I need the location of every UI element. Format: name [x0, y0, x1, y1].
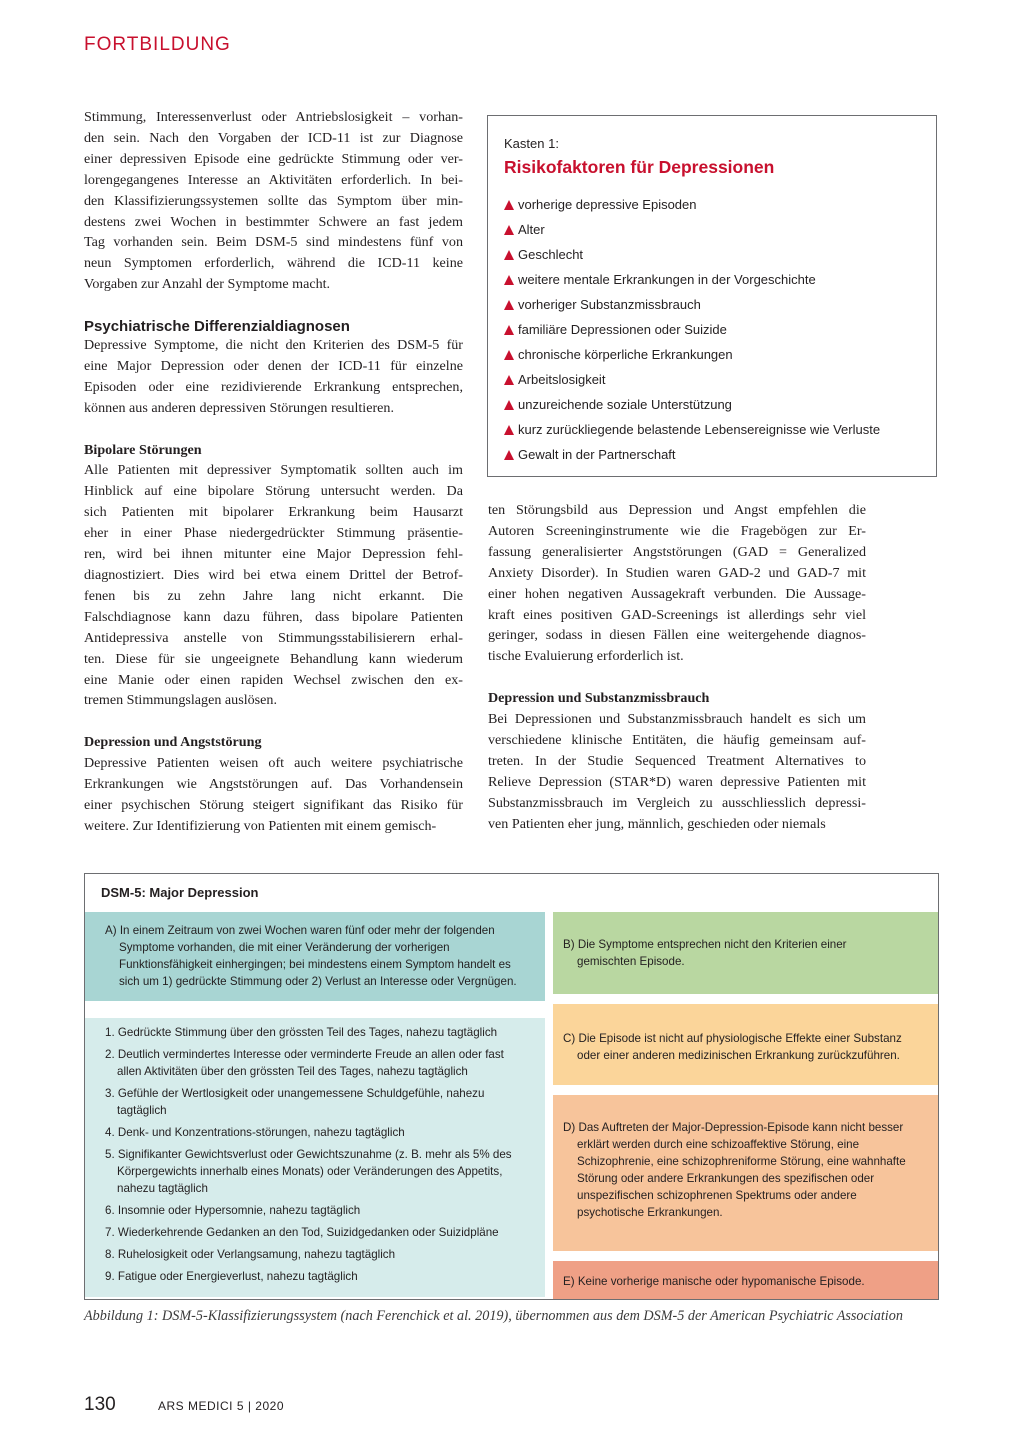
- criterion-c-text: C) Die Episode ist nicht auf physiologische Effekte einer Substanz oder einer anderen medizinischen Erkrankung zurückzuführen.: [563, 1032, 902, 1062]
- heading-differenzialdiagnosen: Psychiatrische Differenzialdiagnosen: [84, 318, 350, 336]
- text-line: destens zwei Wochen in bestimmter Schwere an fast jedem: [84, 213, 463, 230]
- journal-name: ARS MEDICI 5 | 2020: [158, 1399, 284, 1413]
- figure-title: DSM-5: Major Depression: [101, 885, 259, 900]
- heading-substanzmissbrauch: Depression und Substanzmissbrauch: [488, 690, 710, 707]
- text-line: Anxiety Disorder). In Studien waren GAD-2 und GAD-7 mit: [488, 564, 866, 581]
- criterion-c-panel: [553, 1004, 938, 1085]
- text-line: Relieve Depression (STAR*D) waren depressive Patienten mit: [488, 773, 866, 790]
- list-item: Alter: [504, 220, 880, 245]
- triangle-bullet-icon: [504, 325, 514, 335]
- text-line: sich Patienten mit bipolarer Erkrankung beim Hausarzt: [84, 504, 463, 521]
- text-line: einer psychischen Störung steigert signifikant das Risiko für: [84, 796, 463, 813]
- heading-angst: Depression und Angststörung: [84, 734, 262, 751]
- text-line: fenen bis zu zehn Jahre lang nicht erkannt. Die: [84, 587, 463, 604]
- risk-factors-box: [487, 115, 937, 477]
- text-line: diagnostiziert. Dies wird bei etwa einem Drittel der Betrof-: [84, 567, 463, 583]
- symptom-item: 2. Deutlich vermindertes Interesse oder verminderte Freude an allen oder fast allen Aktivitäten über den grössten Teil des Tages, nahezu tagtäglich: [105, 1048, 504, 1078]
- list-item: Arbeitslosigkeit: [504, 370, 880, 395]
- triangle-bullet-icon: [504, 225, 514, 235]
- criterion-b-text: B) Die Symptome entsprechen nicht den Kriterien einer gemischten Episode.: [563, 938, 847, 968]
- list-item: vorherige depressive Episoden: [504, 195, 880, 220]
- section-label: FORTBILDUNG: [84, 34, 231, 55]
- text-line: Erkrankungen wie Angststörungen auf. Das Vorhandensein: [84, 776, 463, 793]
- text-line: weitere. Zur Identifizierung von Patienten mit einem gemisch-: [84, 817, 437, 834]
- criterion-e-text: E) Keine vorherige manische oder hypomanische Episode.: [563, 1275, 865, 1288]
- text-line: Autoren Screeninginstrumente wie die Fragebögen zur Er-: [488, 522, 866, 539]
- list-item: weitere mentale Erkrankungen in der Vorgeschichte: [504, 270, 880, 295]
- box-title: Risikofaktoren für Depressionen: [504, 157, 775, 177]
- diff-paragraph: [84, 335, 463, 419]
- dsm5-figure: [84, 873, 939, 1300]
- left-column: [84, 107, 463, 837]
- symptom-item: 4. Denk- und Konzentrations-störungen, nahezu tagtäglich: [105, 1126, 405, 1139]
- triangle-bullet-icon: [504, 250, 514, 260]
- text-line: eine Manie oder einen rapiden Wechsel zwischen den ex-: [84, 671, 463, 688]
- text-line: Vorgaben zur Anzahl der Symptome macht.: [84, 276, 331, 293]
- symptom-item: 6. Insomnie oder Hypersomnie, nahezu tagtäglich: [105, 1204, 361, 1217]
- symptom-list-panel: [85, 1018, 545, 1297]
- text-line: verschiedene klinische Entitäten, die häufig gemeinsam auf-: [488, 731, 866, 748]
- text-line: den Klassifizierungssystemen sollte das Symptom über min-: [84, 192, 463, 209]
- symptom-item: 3. Gefühle der Wertlosigkeit oder unangemessene Schuldgefühle, nahezu tagtäglich: [105, 1087, 485, 1117]
- symptom-item: 5. Signifikanter Gewichtsverlust oder Gewichtszunahme (z. B. mehr als 5% des Körpergewichts innerhalb eines Monats) oder Veränderungen des Appetits, nahezu tagtäglich: [105, 1148, 512, 1195]
- text-line: Alle Patienten mit depressiver Symptomatik sollten auch im: [84, 462, 463, 479]
- list-item: unzureichende soziale Unterstützung: [504, 395, 880, 420]
- list-item: chronische körperliche Erkrankungen: [504, 345, 880, 370]
- text-line: Depressive Patienten weisen oft auch weitere psychiatrische: [84, 755, 463, 772]
- criterion-d-text: D) Das Auftreten der Major-Depression-Episode kann nicht besser erklärt werden durch eine schizoaffektive Störung, eine Schizophrenie, eine schizophreniforme Störung, eine wahnhafte Störung oder andere Erkrankungen des spezifischen oder unspezifischen schizophrenen Spektrums oder andere psychotische Erkrankungen.: [563, 1121, 906, 1219]
- text-line: tremen Stimmungslagen auslösen.: [84, 692, 277, 709]
- angst-paragraph: [84, 753, 463, 837]
- figure-caption: Abbildung 1: DSM-5-Klassifizierungssystem (nach Ferenchick et al. 2019), übernommen aus dem DSM-5 der American Psychiatric Association: [84, 1308, 903, 1324]
- criterion-a-panel: [85, 912, 545, 1001]
- text-line: Stimmung, Interessenverlust oder Antriebslosigkeit – vorhan-: [84, 109, 463, 125]
- text-line: Episoden oder eine rezidivierende Erkrankung entsprechen,: [84, 378, 463, 395]
- list-item: kurz zurückliegende belastende Lebensereignisse wie Verluste: [504, 420, 880, 445]
- text-line: einer hohen negativen Aussagekraft verbunden. Die Aussage-: [488, 585, 866, 602]
- text-line: eher in einer Phase niedergedrückter Stimmung präsentie-: [84, 525, 463, 542]
- text-line: lorengegangenes Interesse an Aktivitäten erforderlich. In bei-: [84, 171, 463, 188]
- page-number: 130: [84, 1394, 116, 1415]
- criterion-b-panel: [553, 912, 938, 994]
- triangle-bullet-icon: [504, 400, 514, 410]
- criterion-a-text: A) In einem Zeitraum von zwei Wochen waren fünf oder mehr der folgenden Symptome vorhanden, die mit einer Veränderung der vorherigen Funktionsfähigkeit einhergingen; bei mindestens einem Symptom handelt es sich um 1) gedrückte Stimmung oder 2) Verlust an Interesse oder Vergnügen.: [105, 924, 517, 988]
- text-line: ten. Diese für sie ungeeignete Behandlung kann wiederum: [84, 650, 463, 667]
- criterion-d-panel: [553, 1095, 938, 1251]
- triangle-bullet-icon: [504, 300, 514, 310]
- criterion-e-panel: [553, 1261, 938, 1299]
- triangle-bullet-icon: [504, 425, 514, 435]
- text-line: ren, wird bei ihnen mitunter eine Major Depression fehl-: [84, 546, 463, 563]
- text-line: Depressive Symptome, die nicht den Kriterien des DSM-5 für: [84, 337, 463, 354]
- text-line: Substanzmissbrauch im Vergleich zu ausschliesslich depressi-: [488, 794, 866, 811]
- triangle-bullet-icon: [504, 450, 514, 460]
- text-line: den sein. Nach den Vorgaben der ICD-11 ist zur Diagnose: [84, 129, 463, 146]
- text-line: können aus anderen depressiven Störungen resultieren.: [84, 399, 394, 416]
- intro-paragraph: [84, 107, 463, 295]
- symptom-item: 1. Gedrückte Stimmung über den grössten Teil des Tages, nahezu tagtäglich: [105, 1026, 498, 1039]
- text-line: treten. In der Studie Sequenced Treatment Alternatives to: [488, 752, 866, 769]
- text-line: fassung generalisierter Angststörungen (GAD = Generalized: [488, 543, 866, 560]
- bipolar-paragraph: [84, 460, 463, 711]
- text-line: Hinblick auf eine bipolare Störung untersucht werden. Da: [84, 483, 463, 500]
- heading-bipolar: Bipolare Störungen: [84, 441, 202, 458]
- text-line: ven Patienten eher jung, männlich, geschieden oder niemals: [488, 815, 826, 832]
- text-line: kraft eines positiven GAD-Screenings ist allerdings sehr viel: [488, 606, 866, 623]
- triangle-bullet-icon: [504, 200, 514, 210]
- symptom-item: 9. Fatigue oder Energieverlust, nahezu tagtäglich: [105, 1270, 358, 1283]
- text-line: ten Störungsbild aus Depression und Angst empfehlen die: [488, 502, 866, 518]
- text-line: eine Major Depression oder denen der ICD-11 für einzelne: [84, 357, 463, 374]
- triangle-bullet-icon: [504, 375, 514, 385]
- text-line: einer depressiven Episode eine gedrückte Stimmung oder ver-: [84, 150, 463, 167]
- substance-paragraph: [488, 709, 866, 834]
- triangle-bullet-icon: [504, 275, 514, 285]
- right-column: [488, 500, 866, 834]
- risk-factor-list: [504, 195, 880, 470]
- box-label: Kasten 1:: [504, 136, 559, 151]
- list-item: Geschlecht: [504, 245, 880, 270]
- list-item: vorheriger Substanzmissbrauch: [504, 295, 880, 320]
- text-line: Antidepressiva anstelle von Stimmungsstabilisierern erhal-: [84, 629, 463, 646]
- text-line: Bei Depressionen und Substanzmissbrauch handelt es sich um: [488, 711, 866, 728]
- list-item: Gewalt in der Partnerschaft: [504, 445, 880, 470]
- symptom-item: 8. Ruhelosigkeit oder Verlangsamung, nahezu tagtäglich: [105, 1248, 396, 1261]
- list-item: familiäre Depressionen oder Suizide: [504, 320, 880, 345]
- text-line: Falschdiagnose kann dazu führen, dass bipolare Patienten: [84, 608, 463, 625]
- triangle-bullet-icon: [504, 350, 514, 360]
- text-line: Tag vorhanden sein. Beim DSM-5 sind mindestens fünf von: [84, 234, 463, 251]
- text-line: geringer, sodass in diesen Fällen eine weitergehende diagnos-: [488, 627, 866, 644]
- symptom-item: 7. Wiederkehrende Gedanken an den Tod, Suizidgedanken oder Suizidpläne: [105, 1226, 499, 1239]
- text-line: neun Symptomen erforderlich, während die ICD-11 keine: [84, 255, 463, 272]
- text-line: tische Evaluierung erforderlich ist.: [488, 648, 684, 665]
- continuation-paragraph: [488, 500, 866, 667]
